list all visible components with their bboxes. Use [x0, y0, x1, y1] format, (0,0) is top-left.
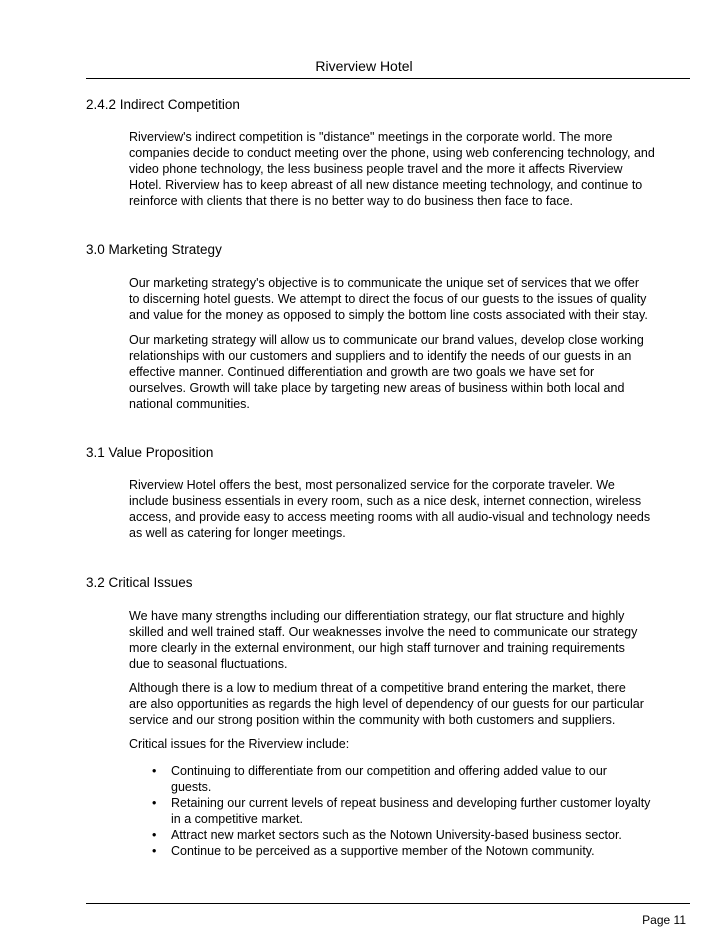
bullet-icon: • — [152, 796, 157, 810]
text-line: Although there is a low to medium threat of a competitive brand entering the market, there — [129, 681, 626, 695]
footer-divider — [86, 903, 690, 904]
text-line: to discerning hotel guests. We attempt to direct the focus of our guests to the issues of quality — [129, 292, 647, 306]
text-line: effective manner. Continued differentiation and growth are two goals we have set for — [129, 365, 595, 379]
section-heading-critical-issues: 3.2 Critical Issues — [86, 575, 193, 590]
paragraph-critical-issues-intro — [129, 736, 689, 752]
critical-issues-list — [152, 763, 692, 859]
section-heading-indirect-competition: 2.4.2 Indirect Competition — [86, 97, 240, 112]
text-line: Critical issues for the Riverview include: — [129, 737, 350, 751]
text-line: due to seasonal fluctuations. — [129, 657, 288, 671]
text-line: Retaining our current levels of repeat business and developing further customer loyalty — [171, 796, 651, 810]
paragraph-indirect-competition — [129, 129, 689, 209]
text-line: We have many strengths including our differentiation strategy, our flat structure and highly — [129, 609, 625, 623]
text-line: skilled and well trained staff. Our weaknesses involve the need to communicate our strategy — [129, 625, 638, 639]
text-line: Riverview's indirect competition is "distance" meetings in the corporate world. The more — [129, 130, 613, 144]
text-line: companies decide to conduct meeting over the phone, using web conferencing technology, and — [129, 146, 655, 160]
text-line: as well as catering for longer meetings. — [129, 526, 346, 540]
text-line: Continue to be perceived as a supportive member of the Notown community. — [171, 844, 595, 858]
text-line: relationships with our customers and suppliers and to identify the needs of our guests in an — [129, 349, 632, 363]
text-line: access, and provide easy to access meeting rooms with all audio-visual and technology needs — [129, 510, 651, 524]
paragraph-value-proposition — [129, 477, 689, 541]
paragraph-threats-opportunities — [129, 680, 689, 728]
page-header-title: Riverview Hotel — [315, 58, 413, 74]
paragraph-marketing-brand-values — [129, 332, 689, 412]
text-line: guests. — [171, 780, 212, 794]
page-number: Page 11 — [642, 913, 686, 927]
header-divider — [86, 78, 690, 79]
paragraph-strengths-weaknesses — [129, 608, 689, 672]
text-line: Our marketing strategy will allow us to communicate our brand values, develop close working — [129, 333, 644, 347]
text-line: Riverview Hotel offers the best, most personalized service for the corporate traveler. We — [129, 478, 615, 492]
bullet-icon: • — [152, 828, 157, 842]
list-item — [152, 795, 692, 827]
list-item — [152, 763, 692, 795]
text-line: and value for the money as opposed to simply the bottom line costs associated with their stay. — [129, 308, 648, 322]
bullet-icon: • — [152, 844, 157, 858]
list-item — [152, 843, 692, 859]
text-line: reinforce with clients that there is no better way to do business then face to face. — [129, 194, 573, 208]
paragraph-marketing-objective — [129, 275, 689, 323]
text-line: video phone technology, the less business people travel and the more it affects Riverview — [129, 162, 623, 176]
bullet-icon: • — [152, 764, 157, 778]
text-line: ourselves. Growth will take place by targeting new areas of business within both local and — [129, 381, 625, 395]
text-line: service and our strong position within the community with both customers and suppliers. — [129, 713, 616, 727]
text-line: in a competitive market. — [171, 812, 303, 826]
list-item — [152, 827, 692, 843]
text-line: Hotel. Riverview has to keep abreast of all new distance meeting technology, and continue to — [129, 178, 643, 192]
text-line: are also opportunities as regards the high level of dependency of our guests for our particular — [129, 697, 644, 711]
text-line: Our marketing strategy's objective is to communicate the unique set of services that we offer — [129, 276, 640, 290]
text-line: Continuing to differentiate from our competition and offering added value to our — [171, 764, 607, 778]
text-line: more clearly in the external environment, our high staff turnover and training requirements — [129, 641, 625, 655]
text-line: national communities. — [129, 397, 250, 411]
section-heading-value-proposition: 3.1 Value Proposition — [86, 445, 214, 460]
text-line: Attract new market sectors such as the Notown University-based business sector. — [171, 828, 622, 842]
section-heading-marketing-strategy: 3.0 Marketing Strategy — [86, 242, 222, 257]
text-line: include business essentials in every room, such as a nice desk, internet connection, wireless — [129, 494, 642, 508]
